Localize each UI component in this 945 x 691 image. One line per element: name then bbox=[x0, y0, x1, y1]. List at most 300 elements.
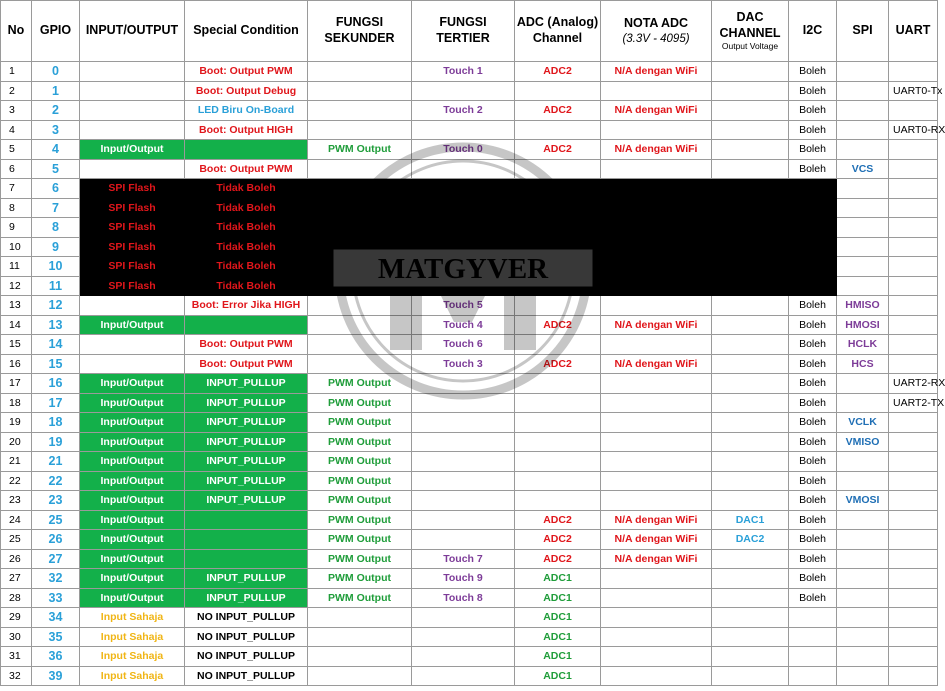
cell-nota-adc bbox=[601, 335, 712, 355]
cell-fungsi-sekunder bbox=[308, 647, 412, 667]
table-row bbox=[1, 159, 938, 179]
cell-gpio: 0 bbox=[32, 62, 80, 82]
cell-dac bbox=[712, 198, 789, 218]
cell-no: 24 bbox=[1, 510, 32, 530]
cell-io: Input/Output bbox=[80, 549, 185, 569]
cell-gpio: 25 bbox=[32, 510, 80, 530]
cell-fungsi-sekunder bbox=[308, 276, 412, 296]
cell-fungsi-tertier bbox=[412, 413, 515, 433]
table-row bbox=[1, 315, 938, 335]
cell-i2c: Boleh bbox=[789, 491, 837, 511]
cell-nota-adc bbox=[601, 413, 712, 433]
cell-spi: HMISO bbox=[837, 296, 889, 316]
cell-fungsi-tertier: Touch 7 bbox=[412, 549, 515, 569]
cell-nota-adc: N/A dengan WiFi bbox=[601, 510, 712, 530]
header-adc: ADC (Analog) Channel bbox=[515, 1, 601, 62]
cell-gpio: 6 bbox=[32, 179, 80, 199]
cell-fungsi-tertier bbox=[412, 374, 515, 394]
cell-io bbox=[80, 335, 185, 355]
cell-gpio: 22 bbox=[32, 471, 80, 491]
cell-io: SPI Flash bbox=[80, 179, 185, 199]
cell-special bbox=[185, 510, 308, 530]
cell-uart bbox=[889, 608, 938, 628]
header-io: INPUT/OUTPUT bbox=[80, 1, 185, 62]
header-no: No bbox=[1, 1, 32, 62]
table-row bbox=[1, 608, 938, 628]
cell-nota-adc: N/A dengan WiFi bbox=[601, 101, 712, 121]
cell-dac bbox=[712, 276, 789, 296]
cell-no: 4 bbox=[1, 120, 32, 140]
cell-adc bbox=[515, 218, 601, 238]
cell-spi bbox=[837, 530, 889, 550]
cell-spi bbox=[837, 62, 889, 82]
cell-adc bbox=[515, 374, 601, 394]
cell-nota-adc bbox=[601, 81, 712, 101]
cell-adc: ADC1 bbox=[515, 588, 601, 608]
cell-gpio: 39 bbox=[32, 666, 80, 686]
cell-gpio: 18 bbox=[32, 413, 80, 433]
cell-gpio: 8 bbox=[32, 218, 80, 238]
cell-nota-adc: N/A dengan WiFi bbox=[601, 315, 712, 335]
cell-io bbox=[80, 120, 185, 140]
cell-special: Tidak Boleh bbox=[185, 257, 308, 277]
cell-gpio: 33 bbox=[32, 588, 80, 608]
cell-adc bbox=[515, 257, 601, 277]
cell-fungsi-sekunder bbox=[308, 218, 412, 238]
cell-dac bbox=[712, 218, 789, 238]
cell-fungsi-tertier: Touch 6 bbox=[412, 335, 515, 355]
cell-i2c: Boleh bbox=[789, 315, 837, 335]
header-nota-adc bbox=[601, 1, 712, 62]
cell-dac bbox=[712, 588, 789, 608]
cell-uart bbox=[889, 530, 938, 550]
cell-uart bbox=[889, 257, 938, 277]
cell-special: Tidak Boleh bbox=[185, 276, 308, 296]
cell-fungsi-tertier: Touch 8 bbox=[412, 588, 515, 608]
cell-nota-adc bbox=[601, 120, 712, 140]
cell-io: Input/Output bbox=[80, 588, 185, 608]
cell-nota-adc: N/A dengan WiFi bbox=[601, 140, 712, 160]
cell-special: NO INPUT_PULLUP bbox=[185, 647, 308, 667]
cell-uart bbox=[889, 140, 938, 160]
cell-uart: UART2-RX bbox=[889, 374, 938, 394]
table-row bbox=[1, 120, 938, 140]
cell-io: SPI Flash bbox=[80, 198, 185, 218]
cell-spi bbox=[837, 198, 889, 218]
cell-fungsi-tertier: Touch 2 bbox=[412, 101, 515, 121]
cell-uart: UART2-TX bbox=[889, 393, 938, 413]
cell-no: 25 bbox=[1, 530, 32, 550]
cell-no: 32 bbox=[1, 666, 32, 686]
cell-fungsi-tertier: Touch 3 bbox=[412, 354, 515, 374]
cell-spi bbox=[837, 647, 889, 667]
cell-special: Tidak Boleh bbox=[185, 198, 308, 218]
cell-dac bbox=[712, 413, 789, 433]
cell-gpio: 11 bbox=[32, 276, 80, 296]
cell-nota-adc bbox=[601, 471, 712, 491]
cell-nota-adc bbox=[601, 569, 712, 589]
cell-uart bbox=[889, 62, 938, 82]
cell-i2c: Boleh bbox=[789, 569, 837, 589]
cell-spi bbox=[837, 140, 889, 160]
cell-dac bbox=[712, 296, 789, 316]
cell-spi bbox=[837, 276, 889, 296]
cell-nota-adc bbox=[601, 491, 712, 511]
cell-dac bbox=[712, 354, 789, 374]
cell-fungsi-sekunder bbox=[308, 62, 412, 82]
cell-no: 29 bbox=[1, 608, 32, 628]
cell-fungsi-sekunder: PWM Output bbox=[308, 530, 412, 550]
cell-uart bbox=[889, 276, 938, 296]
cell-nota-adc bbox=[601, 218, 712, 238]
cell-nota-adc: N/A dengan WiFi bbox=[601, 62, 712, 82]
cell-dac bbox=[712, 159, 789, 179]
cell-nota-adc bbox=[601, 452, 712, 472]
cell-spi bbox=[837, 179, 889, 199]
cell-dac bbox=[712, 666, 789, 686]
cell-fungsi-sekunder: PWM Output bbox=[308, 374, 412, 394]
cell-io bbox=[80, 62, 185, 82]
cell-no: 20 bbox=[1, 432, 32, 452]
cell-nota-adc bbox=[601, 374, 712, 394]
cell-i2c bbox=[789, 627, 837, 647]
cell-spi bbox=[837, 101, 889, 121]
cell-spi: VCLK bbox=[837, 413, 889, 433]
cell-fungsi-sekunder: PWM Output bbox=[308, 549, 412, 569]
table-row bbox=[1, 179, 938, 199]
cell-adc bbox=[515, 471, 601, 491]
cell-i2c bbox=[789, 198, 837, 218]
cell-fungsi-sekunder: PWM Output bbox=[308, 140, 412, 160]
table-row bbox=[1, 530, 938, 550]
cell-special bbox=[185, 530, 308, 550]
cell-fungsi-tertier bbox=[412, 471, 515, 491]
cell-io: SPI Flash bbox=[80, 237, 185, 257]
cell-gpio: 5 bbox=[32, 159, 80, 179]
table-row bbox=[1, 374, 938, 394]
table-row bbox=[1, 101, 938, 121]
cell-spi: VMOSI bbox=[837, 491, 889, 511]
table-row bbox=[1, 62, 938, 82]
cell-spi bbox=[837, 81, 889, 101]
cell-adc: ADC1 bbox=[515, 608, 601, 628]
table-row bbox=[1, 335, 938, 355]
cell-special: Boot: Output Debug bbox=[185, 81, 308, 101]
cell-adc: ADC2 bbox=[515, 101, 601, 121]
cell-gpio: 3 bbox=[32, 120, 80, 140]
cell-fungsi-tertier: Touch 0 bbox=[412, 140, 515, 160]
cell-uart bbox=[889, 315, 938, 335]
table-row bbox=[1, 491, 938, 511]
cell-fungsi-tertier bbox=[412, 510, 515, 530]
header-nota-title: NOTA ADC bbox=[623, 16, 689, 30]
cell-fungsi-sekunder bbox=[308, 608, 412, 628]
cell-gpio: 27 bbox=[32, 549, 80, 569]
cell-io: Input/Output bbox=[80, 569, 185, 589]
cell-io: Input/Output bbox=[80, 315, 185, 335]
cell-dac bbox=[712, 140, 789, 160]
cell-adc bbox=[515, 335, 601, 355]
header-row bbox=[1, 1, 938, 62]
cell-fungsi-sekunder: PWM Output bbox=[308, 393, 412, 413]
cell-gpio: 17 bbox=[32, 393, 80, 413]
table-row bbox=[1, 257, 938, 277]
cell-i2c: Boleh bbox=[789, 159, 837, 179]
cell-adc: ADC2 bbox=[515, 140, 601, 160]
cell-uart bbox=[889, 354, 938, 374]
cell-i2c: Boleh bbox=[789, 62, 837, 82]
cell-fungsi-tertier: Touch 5 bbox=[412, 296, 515, 316]
cell-gpio: 10 bbox=[32, 257, 80, 277]
table-row bbox=[1, 666, 938, 686]
cell-fungsi-tertier bbox=[412, 218, 515, 238]
cell-fungsi-tertier bbox=[412, 198, 515, 218]
table-row bbox=[1, 237, 938, 257]
cell-gpio: 35 bbox=[32, 627, 80, 647]
cell-no: 7 bbox=[1, 179, 32, 199]
cell-uart bbox=[889, 627, 938, 647]
cell-gpio: 15 bbox=[32, 354, 80, 374]
cell-i2c: Boleh bbox=[789, 140, 837, 160]
cell-nota-adc: N/A dengan WiFi bbox=[601, 354, 712, 374]
cell-gpio: 32 bbox=[32, 569, 80, 589]
cell-io bbox=[80, 101, 185, 121]
cell-special: Tidak Boleh bbox=[185, 218, 308, 238]
cell-fungsi-tertier bbox=[412, 647, 515, 667]
table-row bbox=[1, 413, 938, 433]
cell-fungsi-tertier: Touch 9 bbox=[412, 569, 515, 589]
cell-no: 27 bbox=[1, 569, 32, 589]
cell-dac bbox=[712, 257, 789, 277]
cell-fungsi-tertier bbox=[412, 530, 515, 550]
cell-nota-adc bbox=[601, 276, 712, 296]
cell-dac bbox=[712, 471, 789, 491]
cell-fungsi-sekunder bbox=[308, 81, 412, 101]
cell-gpio: 19 bbox=[32, 432, 80, 452]
cell-gpio: 26 bbox=[32, 530, 80, 550]
table-row bbox=[1, 588, 938, 608]
cell-uart bbox=[889, 588, 938, 608]
header-i2c: I2C bbox=[789, 1, 837, 62]
cell-spi bbox=[837, 218, 889, 238]
header-nota-sub: (3.3V - 4095) bbox=[622, 32, 690, 45]
cell-fungsi-sekunder bbox=[308, 315, 412, 335]
cell-fungsi-tertier bbox=[412, 159, 515, 179]
cell-adc: ADC2 bbox=[515, 510, 601, 530]
cell-no: 31 bbox=[1, 647, 32, 667]
cell-adc bbox=[515, 491, 601, 511]
cell-spi bbox=[837, 257, 889, 277]
cell-i2c: Boleh bbox=[789, 81, 837, 101]
header-spi: SPI bbox=[837, 1, 889, 62]
cell-nota-adc bbox=[601, 647, 712, 667]
cell-io: Input/Output bbox=[80, 471, 185, 491]
cell-no: 28 bbox=[1, 588, 32, 608]
header-uart: UART bbox=[889, 1, 938, 62]
cell-gpio: 13 bbox=[32, 315, 80, 335]
cell-adc bbox=[515, 81, 601, 101]
cell-special: Boot: Output PWM bbox=[185, 62, 308, 82]
cell-io bbox=[80, 81, 185, 101]
cell-io: Input Sahaja bbox=[80, 608, 185, 628]
cell-dac: DAC1 bbox=[712, 510, 789, 530]
cell-adc bbox=[515, 198, 601, 218]
cell-no: 26 bbox=[1, 549, 32, 569]
cell-io bbox=[80, 159, 185, 179]
cell-fungsi-sekunder bbox=[308, 335, 412, 355]
table-row bbox=[1, 549, 938, 569]
cell-gpio: 7 bbox=[32, 198, 80, 218]
cell-adc bbox=[515, 159, 601, 179]
table-row bbox=[1, 218, 938, 238]
cell-fungsi-sekunder bbox=[308, 101, 412, 121]
cell-fungsi-tertier bbox=[412, 237, 515, 257]
cell-special: Tidak Boleh bbox=[185, 237, 308, 257]
cell-fungsi-sekunder bbox=[308, 198, 412, 218]
cell-io: Input/Output bbox=[80, 432, 185, 452]
cell-uart bbox=[889, 647, 938, 667]
cell-nota-adc bbox=[601, 296, 712, 316]
cell-fungsi-tertier bbox=[412, 179, 515, 199]
cell-io: Input Sahaja bbox=[80, 647, 185, 667]
cell-i2c: Boleh bbox=[789, 530, 837, 550]
cell-nota-adc bbox=[601, 588, 712, 608]
cell-i2c bbox=[789, 257, 837, 277]
cell-gpio: 12 bbox=[32, 296, 80, 316]
cell-uart bbox=[889, 666, 938, 686]
cell-no: 23 bbox=[1, 491, 32, 511]
cell-no: 5 bbox=[1, 140, 32, 160]
cell-gpio: 23 bbox=[32, 491, 80, 511]
cell-fungsi-sekunder bbox=[308, 354, 412, 374]
cell-adc: ADC2 bbox=[515, 354, 601, 374]
cell-fungsi-tertier bbox=[412, 452, 515, 472]
cell-special bbox=[185, 315, 308, 335]
cell-fungsi-tertier bbox=[412, 81, 515, 101]
table-row bbox=[1, 627, 938, 647]
cell-io: Input Sahaja bbox=[80, 627, 185, 647]
cell-uart: UART0-RX bbox=[889, 120, 938, 140]
cell-i2c bbox=[789, 179, 837, 199]
cell-special: Boot: Output PWM bbox=[185, 159, 308, 179]
cell-no: 22 bbox=[1, 471, 32, 491]
cell-dac bbox=[712, 101, 789, 121]
cell-i2c: Boleh bbox=[789, 432, 837, 452]
table-row bbox=[1, 569, 938, 589]
cell-i2c bbox=[789, 608, 837, 628]
cell-special: NO INPUT_PULLUP bbox=[185, 627, 308, 647]
cell-spi bbox=[837, 608, 889, 628]
cell-nota-adc bbox=[601, 432, 712, 452]
cell-gpio: 2 bbox=[32, 101, 80, 121]
cell-no: 15 bbox=[1, 335, 32, 355]
cell-fungsi-sekunder: PWM Output bbox=[308, 491, 412, 511]
cell-fungsi-tertier bbox=[412, 120, 515, 140]
cell-gpio: 36 bbox=[32, 647, 80, 667]
cell-dac bbox=[712, 647, 789, 667]
cell-adc: ADC1 bbox=[515, 627, 601, 647]
cell-io: Input/Output bbox=[80, 530, 185, 550]
cell-nota-adc bbox=[601, 627, 712, 647]
cell-i2c bbox=[789, 237, 837, 257]
cell-uart bbox=[889, 569, 938, 589]
cell-io: Input/Output bbox=[80, 374, 185, 394]
cell-spi bbox=[837, 627, 889, 647]
cell-dac: DAC2 bbox=[712, 530, 789, 550]
cell-dac bbox=[712, 335, 789, 355]
cell-no: 16 bbox=[1, 354, 32, 374]
cell-uart: UART0-Tx bbox=[889, 81, 938, 101]
cell-i2c: Boleh bbox=[789, 374, 837, 394]
cell-dac bbox=[712, 81, 789, 101]
cell-dac bbox=[712, 393, 789, 413]
cell-io: Input Sahaja bbox=[80, 666, 185, 686]
cell-no: 2 bbox=[1, 81, 32, 101]
cell-io: SPI Flash bbox=[80, 218, 185, 238]
cell-fungsi-sekunder: PWM Output bbox=[308, 471, 412, 491]
cell-no: 18 bbox=[1, 393, 32, 413]
cell-uart bbox=[889, 296, 938, 316]
cell-no: 17 bbox=[1, 374, 32, 394]
cell-no: 21 bbox=[1, 452, 32, 472]
cell-nota-adc bbox=[601, 257, 712, 277]
cell-i2c: Boleh bbox=[789, 471, 837, 491]
cell-no: 9 bbox=[1, 218, 32, 238]
cell-dac bbox=[712, 549, 789, 569]
cell-dac bbox=[712, 627, 789, 647]
cell-nota-adc bbox=[601, 608, 712, 628]
cell-io: Input/Output bbox=[80, 393, 185, 413]
cell-i2c: Boleh bbox=[789, 413, 837, 433]
cell-adc: ADC1 bbox=[515, 647, 601, 667]
cell-dac bbox=[712, 608, 789, 628]
cell-fungsi-sekunder bbox=[308, 627, 412, 647]
cell-special bbox=[185, 549, 308, 569]
cell-fungsi-tertier bbox=[412, 627, 515, 647]
cell-fungsi-sekunder bbox=[308, 237, 412, 257]
cell-no: 11 bbox=[1, 257, 32, 277]
cell-spi bbox=[837, 374, 889, 394]
cell-i2c: Boleh bbox=[789, 354, 837, 374]
cell-uart bbox=[889, 159, 938, 179]
cell-i2c bbox=[789, 218, 837, 238]
table-row bbox=[1, 471, 938, 491]
cell-i2c: Boleh bbox=[789, 393, 837, 413]
header-fungsi-sekunder: FUNGSI SEKUNDER bbox=[308, 1, 412, 62]
cell-io: Input/Output bbox=[80, 452, 185, 472]
header-dac-title: DAC CHANNEL bbox=[719, 10, 781, 40]
cell-spi bbox=[837, 393, 889, 413]
cell-nota-adc bbox=[601, 237, 712, 257]
cell-special: INPUT_PULLUP bbox=[185, 569, 308, 589]
cell-adc: ADC2 bbox=[515, 62, 601, 82]
table-row bbox=[1, 452, 938, 472]
cell-adc: ADC2 bbox=[515, 315, 601, 335]
cell-adc bbox=[515, 179, 601, 199]
cell-gpio: 34 bbox=[32, 608, 80, 628]
table-row bbox=[1, 81, 938, 101]
cell-special: INPUT_PULLUP bbox=[185, 491, 308, 511]
cell-dac bbox=[712, 374, 789, 394]
cell-uart bbox=[889, 413, 938, 433]
cell-no: 1 bbox=[1, 62, 32, 82]
cell-special: LED Biru On-Board bbox=[185, 101, 308, 121]
cell-fungsi-tertier bbox=[412, 276, 515, 296]
cell-special: Boot: Output HIGH bbox=[185, 120, 308, 140]
cell-fungsi-sekunder bbox=[308, 179, 412, 199]
table-row bbox=[1, 198, 938, 218]
cell-special: INPUT_PULLUP bbox=[185, 413, 308, 433]
